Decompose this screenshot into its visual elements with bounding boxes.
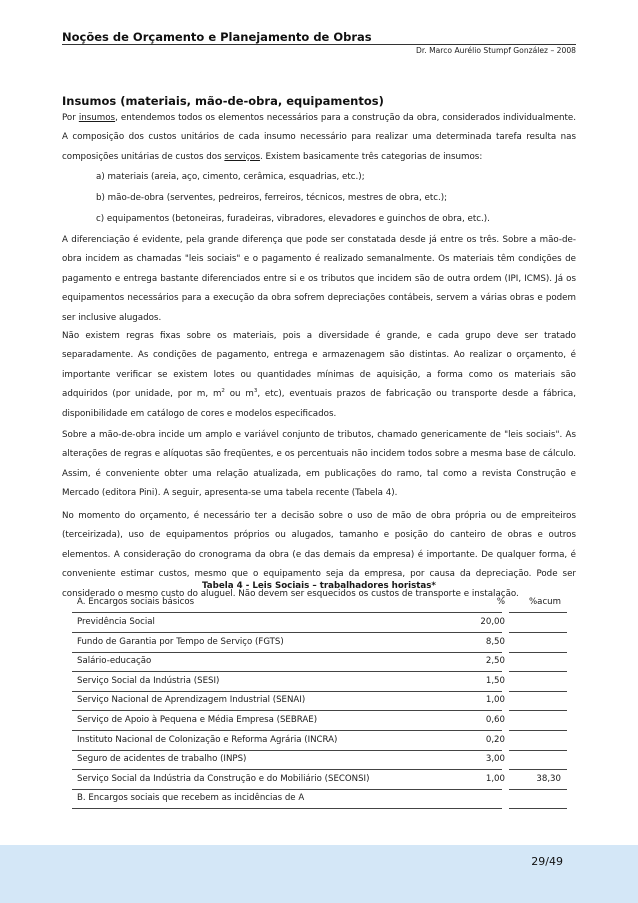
table-header-row (72, 593, 567, 613)
list-item-equipamentos: c) equipamentos (betoneiras, furadeiras, vibradores, elevadores e guinchos de obra, etc.). (96, 214, 490, 224)
table-cell-pct: 0,60 (485, 715, 505, 725)
header-rule (62, 44, 576, 45)
table-row (72, 731, 567, 751)
table-row (72, 652, 567, 672)
table-cell-pct: 2,50 (485, 656, 505, 667)
table-cell-label: Serviço Social da Indústria da Construção e do Mobiliário (SECONSI) (77, 773, 370, 784)
table-cell-label: Previdência Social (77, 617, 155, 627)
insumos-link[interactable]: insumos (78, 113, 116, 123)
table-cell-label: Serviço Social da Indústria (SESI) (77, 675, 220, 686)
table-cell-label: Fundo de Garantia por Tempo de Serviço (FGTS) (77, 636, 284, 647)
table-row (72, 672, 567, 692)
table-cell-label: Serviço de Apoio à Pequena e Média Empresa (SEBRAE) (77, 715, 318, 725)
table-cell-pct: 20,00 (480, 617, 505, 627)
table-header-acum: %acum (529, 597, 561, 607)
table-footer-row (72, 789, 567, 809)
table-cell-pct: 0,20 (485, 734, 505, 745)
table-row (72, 691, 567, 711)
table-footer-label: B. Encargos sociais que recebem as incidências de A (77, 793, 305, 804)
table-cell-label: Serviço Nacional de Aprendizagem Industrial (SENAI) (77, 695, 306, 706)
section-title: Insumos (materiais, mão-de-obra, equipamentos) (62, 94, 384, 108)
table-cell-pct: 1,00 (485, 773, 505, 784)
table-cell-label: Seguro de acidentes de trabalho (INPS) (77, 754, 247, 765)
table-row (72, 770, 567, 790)
table-cell-label: Instituto Nacional de Colonização e Reforma Agrária (INCRA) (77, 734, 338, 745)
servicos-link[interactable]: serviços (224, 151, 260, 162)
table-row (72, 633, 567, 653)
table-caption: Tabela 4 - Leis Sociais – trabalhadores horistas* (202, 581, 436, 591)
table-row (72, 750, 567, 770)
table-cell-pct: 1,50 (485, 675, 505, 686)
p1-text-start: Por (62, 113, 79, 123)
paragraph-orcamento: No momento do orçamento, é necessário ter a decisão sobre o uso de mão de obra própria ou de empreiteiros (terceirizada), uso de equipamentos próprios ou alugados, tamanho e posição do canteiro de obras e outros elementos. A consideração do cronograma da obra (e das demais da empresa) é importante. De qualquer forma, é conveniente estimar custos, mesmo que o equipamento seja da empresa, por causa da depreciação. Pode ser considerado o mesmo custo do aluguel. Não devem ser esquecidos os custos de transporte e instalação. (62, 511, 576, 599)
table-row (72, 711, 567, 731)
table-cell-pct: 8,50 (485, 636, 505, 647)
row-divider-acum (509, 808, 567, 809)
document-title: Noções de Orçamento e Planejamento de Obras (62, 30, 372, 44)
table-cell-label: Salário-educação (77, 656, 152, 667)
document-author: Dr. Marco Aurélio Stumpf González – 2008 (415, 46, 576, 55)
paragraph-diferenciacao: A diferenciação é evidente, pela grande diferença que pode ser constatada desde já entre os três. Sobre a mão-de-obra incidem as chamadas "leis sociais" e o pagamento é realizado semanalmente. Os materiais têm condições de pagamento e entrega bastante diferenciados entre si e os tributos que incidem são de outra ordem (IPI, ICMS). Já os equipamentos necessários para a execução da obra sofrem depreciações contábeis, servem a várias obras e podem ser inclusive alugados. (62, 235, 576, 323)
footer-band (0, 845, 638, 903)
page-number: 29/49 (531, 855, 563, 868)
superscript-3: 3 (253, 388, 258, 395)
table-header-pct: % (496, 597, 505, 607)
table-cell-pct: 1,00 (485, 695, 505, 706)
table-cell-pct: 3,00 (485, 754, 505, 765)
p3-text-2: ou m (224, 389, 254, 400)
p3-text-3: , etc), eventuais prazos de fabricação ou transporte desde a fábrica, disponibilidade em catálogo de cores e modelos especificados. (62, 389, 576, 419)
table-header-label: A. Encargos sociais básicos (77, 597, 195, 607)
p3-text-1: Não existem regras fixas sobre os materiais, pois a diversidade é grande, e cada grupo deve ser tratado separadamente. As condições de pagamento, entrega e armazenagem são distintas. Ao realizar o orçamento, é importante verificar se existem lotes ou quantidades mínimas de aquisição, a forma como os materiais são adquiridos (por unidade, por m, m (62, 331, 576, 400)
paragraph-materiais (62, 327, 576, 424)
row-divider (72, 808, 502, 809)
table-row (72, 613, 567, 633)
table-cell-acum: 38,30 (536, 773, 561, 784)
paragraph-leis-sociais: Sobre a mão-de-obra incide um amplo e variável conjunto de tributos, chamado genericamente de "leis sociais". As alterações de regras e alíquotas são freqüentes, e os percentuais não incidem todos sobre a mesma base de cálculo. Assim, é conveniente obter uma relação atualizada, em publicações do ramo, tal como a revista Construção e Mercado (editora Pini). A seguir, apresenta-se uma tabela recente (Tabela 4). (62, 430, 576, 499)
list-item-materiais: a) materiais (areia, aço, cimento, cerâmica, esquadrias, etc.); (96, 172, 365, 182)
p1-text-end: . Existem basicamente três categorias de insumos: (259, 151, 483, 162)
paragraph-insumos (62, 109, 576, 167)
p1-text-mid: , entendemos todos os elementos necessários para a construção da obra, considerados individualmente. A composição dos custos unitários de cada insumo necessário para realizar uma determinada tarefa resulta nas composições unitárias de custos dos (62, 113, 577, 162)
superscript-2: 2 (221, 388, 225, 395)
list-item-mao-de-obra: b) mão-de-obra (serventes, pedreiros, ferreiros, técnicos, mestres de obra, etc.); (96, 193, 448, 203)
